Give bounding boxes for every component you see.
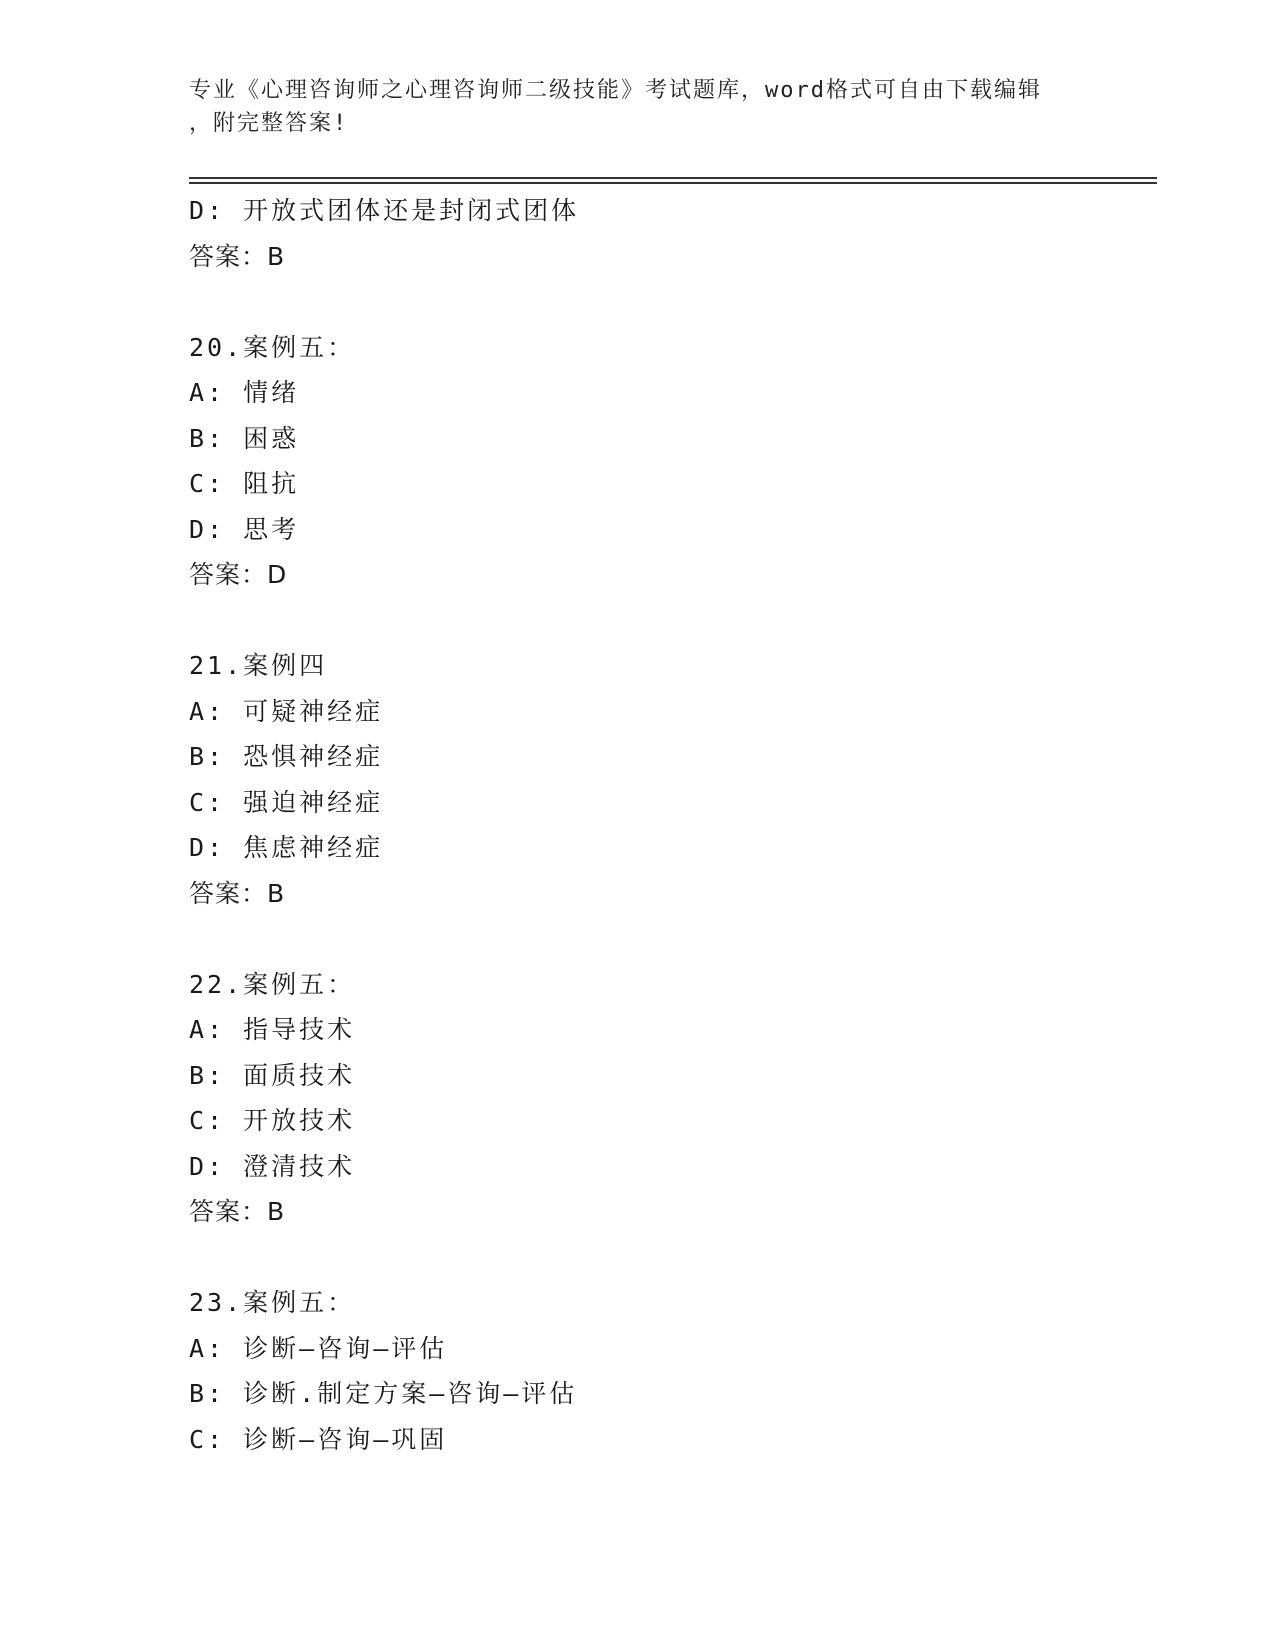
spacer <box>189 279 1157 325</box>
option-line: C: 诊断—咨询—巩固 <box>189 1424 448 1454</box>
question-title: 23.案例五： <box>189 1288 356 1317</box>
question-title: 21.案例四 <box>189 651 328 680</box>
question-block <box>189 643 1157 916</box>
option-line: D: 开放式团体还是封闭式团体 <box>189 196 580 225</box>
answer-line: 答案：B <box>189 241 286 271</box>
option-line: A: 情绪 <box>189 378 300 407</box>
answer-line: 答案：D <box>189 560 288 589</box>
option-line: B: 诊断.制定方案—咨询—评估 <box>189 1379 578 1408</box>
option-line: D: 澄清技术 <box>189 1151 356 1181</box>
option-line: A: 指导技术 <box>189 1015 356 1044</box>
question-block <box>189 962 1157 1235</box>
option-line: C: 强迫神经症 <box>189 787 384 817</box>
header-line-2: ，附完整答案! <box>189 111 349 136</box>
option-line: C: 开放技术 <box>189 1106 356 1135</box>
spacer <box>189 598 1157 644</box>
document-header <box>189 74 1089 140</box>
question-block <box>189 1280 1157 1462</box>
answer-line: 答案：B <box>189 878 286 908</box>
header-divider-top <box>189 177 1157 179</box>
option-line: B: 恐惧神经症 <box>189 742 384 771</box>
option-line: D: 焦虑神经症 <box>189 833 384 862</box>
spacer <box>189 1235 1157 1281</box>
option-line: C: 阻抗 <box>189 469 300 498</box>
header-divider-bottom <box>189 182 1157 184</box>
option-line: B: 困惑 <box>189 423 300 453</box>
header-line-1: 专业《心理咨询师之心理咨询师二级技能》考试题库，word格式可自由下载编辑 <box>189 78 1042 103</box>
option-line: B: 面质技术 <box>189 1060 356 1090</box>
question-list <box>189 188 1157 1462</box>
question-title: 20.案例五： <box>189 332 356 362</box>
option-line: A: 诊断—咨询—评估 <box>189 1333 448 1363</box>
answer-line: 答案：B <box>189 1197 286 1226</box>
question-title: 22.案例五： <box>189 969 356 999</box>
option-line: D: 思考 <box>189 514 300 544</box>
option-line: A: 可疑神经症 <box>189 696 384 726</box>
spacer <box>189 916 1157 962</box>
question-block <box>189 325 1157 598</box>
